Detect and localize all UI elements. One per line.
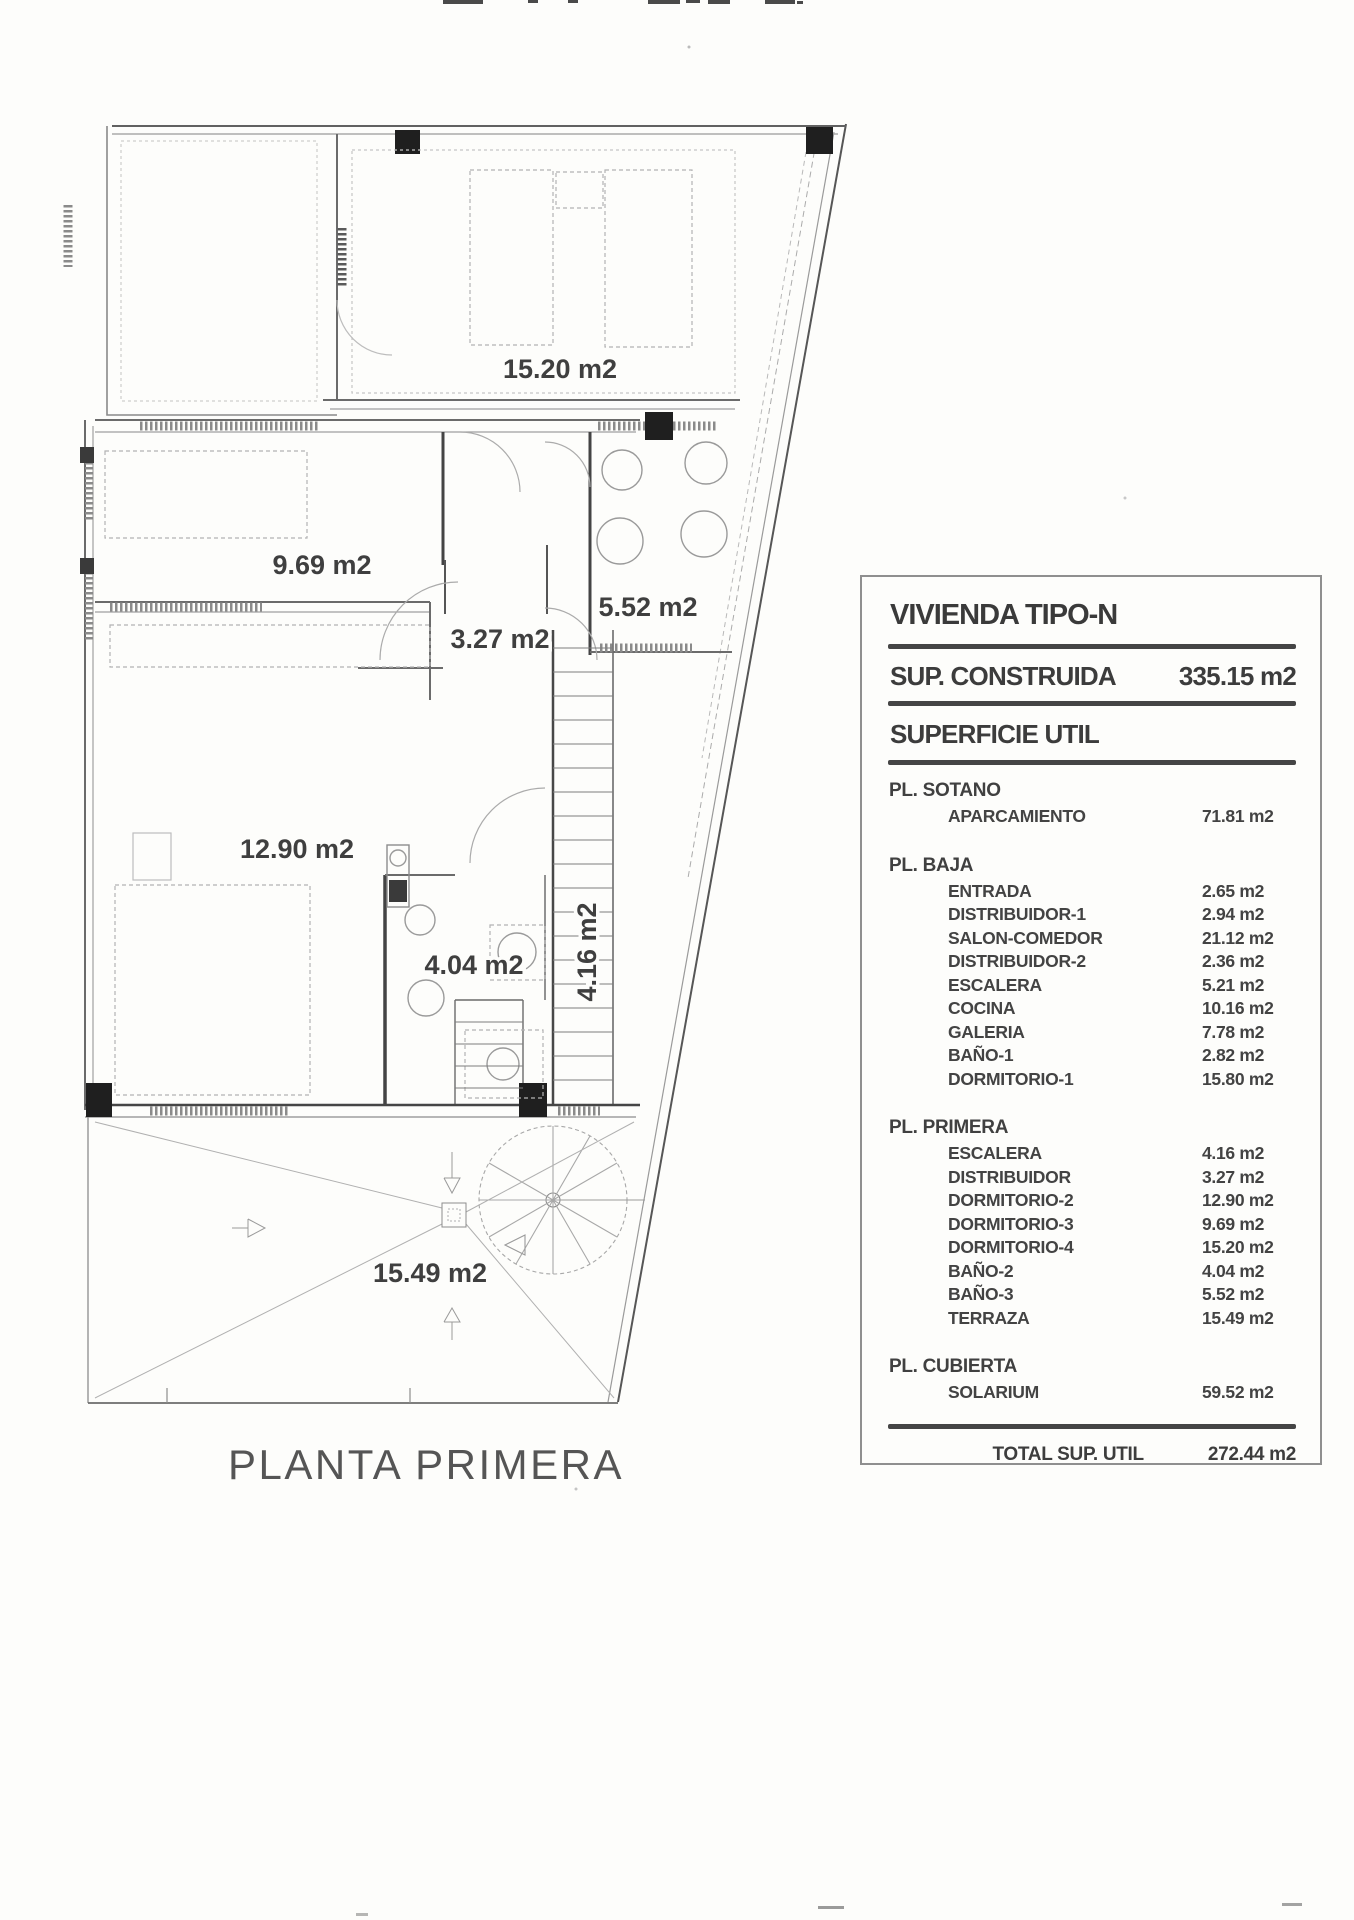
area-row [948,1213,1298,1237]
furniture [105,150,735,1098]
area-label: SOLARIUM [948,1382,1039,1402]
area-row [948,1044,1298,1068]
area-label: BAÑO-2 [948,1260,1014,1281]
area-label: DORMITORIO-2 [948,1190,1074,1210]
area-row [948,1236,1298,1260]
area-value: 4.16 m2 [1202,1143,1265,1163]
area-row [948,1307,1298,1331]
built-area-label: SUP. CONSTRUIDA [890,661,1116,691]
label-dormitorio-3: 9.69 m2 [272,550,372,580]
windows [68,205,716,1111]
area-label: BAÑO-1 [948,1045,1014,1065]
area-label: BAÑO-3 [948,1284,1014,1304]
area-row [948,1068,1298,1092]
label-terraza: 15.49 m2 [372,1258,488,1288]
area-row [948,927,1298,951]
area-value: 2.36 m2 [1202,951,1265,971]
area-row [948,1381,1298,1405]
section-heading: PL. BAJA [889,854,974,876]
area-label: SALON-COMEDOR [948,927,1103,948]
label-dormitorio-2: 12.90 m2 [239,834,355,864]
area-value: 2.94 m2 [1202,904,1265,924]
area-label: DORMITORIO-1 [948,1068,1074,1089]
area-row [948,1021,1298,1045]
area-value: 12.90 m2 [1202,1190,1274,1210]
area-label: APARCAMIENTO [948,806,1086,826]
staircase [455,648,613,1088]
area-value: 9.69 m2 [1202,1213,1265,1234]
spiral-staircase [479,1126,645,1274]
area-row [948,880,1298,904]
area-value: 2.65 m2 [1202,880,1265,901]
area-label: DISTRIBUIDOR-2 [948,951,1086,971]
room-labels [240,354,698,1288]
area-label: DORMITORIO-4 [948,1237,1074,1257]
area-label: GALERIA [948,1021,1025,1042]
area-value: 5.21 m2 [1202,974,1265,995]
useful-area-header: SUPERFICIE UTIL [890,719,1100,749]
area-label: TERRAZA [948,1307,1030,1328]
area-value: 4.04 m2 [1202,1260,1265,1281]
area-value: 7.78 m2 [1202,1021,1265,1042]
area-value: 3.27 m2 [1202,1166,1265,1187]
section-heading: PL. SOTANO [889,780,1001,801]
label-bano-2: 4.04 m2 [424,950,524,980]
area-row [948,997,1298,1021]
area-summary-panel [860,575,1322,1465]
divider [888,760,1296,765]
area-value: 5.52 m2 [1202,1284,1265,1304]
divider [888,1424,1296,1429]
label-escalera: 4.16 m2 [572,902,602,1002]
area-label: DORMITORIO-3 [948,1213,1074,1234]
area-label: DISTRIBUIDOR-1 [948,904,1086,924]
area-label: ESCALERA [948,1143,1042,1163]
panel-title: VIVIENDA TIPO-N [890,599,1118,631]
area-row [948,974,1298,998]
area-label: DISTRIBUIDOR [948,1166,1071,1187]
divider [888,701,1296,706]
area-row [948,1166,1298,1190]
built-area-value: 335.15 m2 [1178,661,1296,691]
area-label: COCINA [948,998,1016,1018]
area-row [948,1283,1298,1307]
area-value: 15.20 m2 [1202,1237,1274,1257]
area-value: 15.49 m2 [1202,1307,1274,1328]
parcel-boundary [608,124,846,1402]
area-row [948,903,1298,927]
area-row [948,805,1298,829]
sheet-title: PLANTA PRIMERA [228,1441,624,1488]
area-label: ESCALERA [948,974,1042,995]
total-value: 272.44 m2 [1207,1443,1296,1465]
doors [337,300,597,863]
area-value: 59.52 m2 [1202,1382,1274,1402]
area-value: 2.82 m2 [1202,1045,1265,1065]
area-value: 15.80 m2 [1202,1068,1274,1089]
total-label: TOTAL SUP. UTIL [992,1443,1144,1465]
area-label: ENTRADA [948,880,1032,901]
area-value: 21.12 m2 [1202,927,1274,948]
label-dormitorio-4: 15.20 m2 [502,354,618,384]
built-area-row [890,661,1296,692]
section-heading: PL. CUBIERTA [889,1356,1017,1377]
area-value: 10.16 m2 [1202,998,1274,1018]
area-row [948,1189,1298,1213]
label-distribuidor: 3.27 m2 [450,624,550,654]
divider [888,644,1296,649]
area-value: 71.81 m2 [1202,806,1274,826]
area-row [948,1260,1298,1284]
area-row [948,950,1298,974]
label-bano-3: 5.52 m2 [598,592,698,622]
area-row [948,1142,1298,1166]
section-heading: PL. PRIMERA [889,1117,1009,1138]
panel-sections [888,780,1298,1405]
total-row [888,1444,1296,1466]
